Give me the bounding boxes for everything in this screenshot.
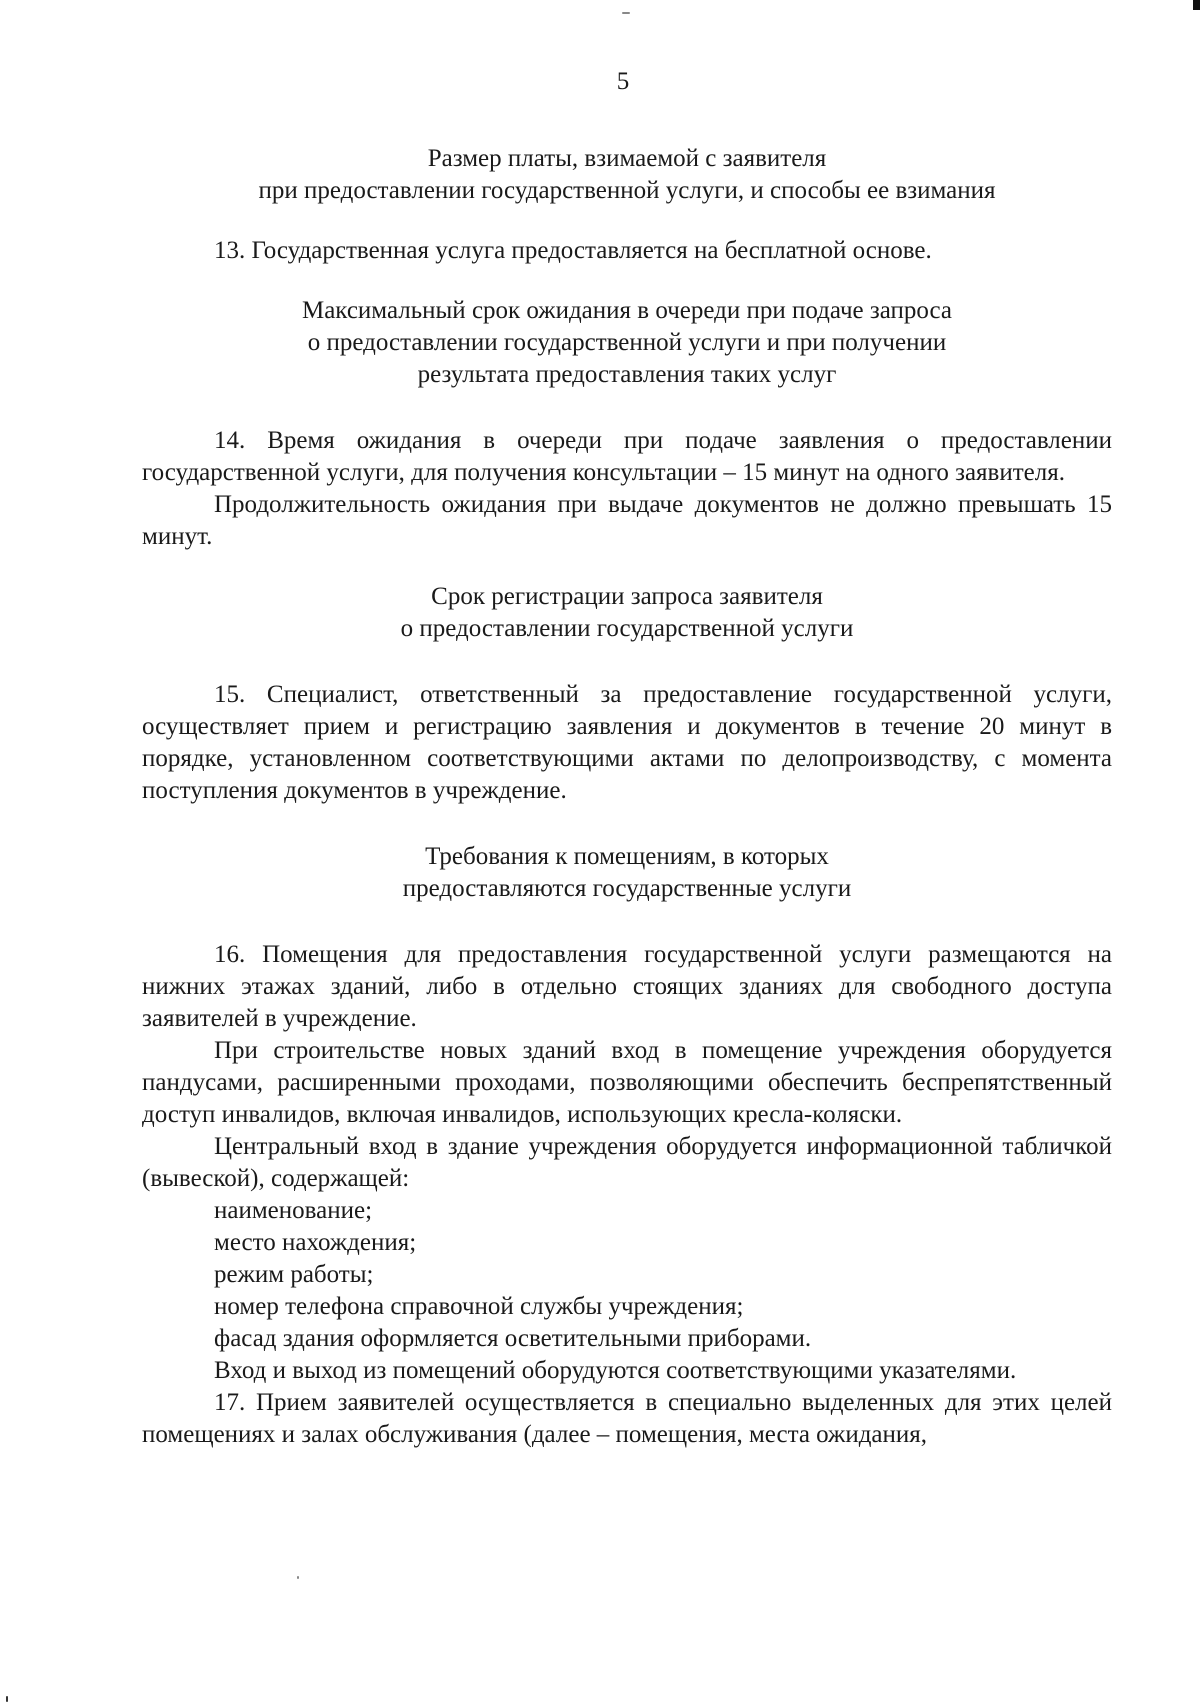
paragraph: Вход и выход из помещений оборудуются соответствующими указателями. bbox=[214, 1357, 1017, 1384]
scan-dot bbox=[6, 1696, 8, 1702]
paragraph: 17. Прием заявителей осуществляется в специально выделенных для этих целей помещениях и залах обслуживания (далее – помещения, места ожидания, bbox=[142, 1389, 1112, 1448]
list-item: режим работы; bbox=[214, 1261, 374, 1288]
heading-line: результата предоставления таких услуг bbox=[417, 361, 837, 388]
paragraph: Продолжительность ожидания при выдаче документов не должно превышать 15 минут. bbox=[142, 491, 1112, 550]
section-heading bbox=[142, 295, 1112, 391]
heading-line: при предоставлении государственной услуги, и способы ее взимания bbox=[258, 177, 996, 204]
list-item: наименование; bbox=[214, 1197, 373, 1224]
paragraph: 15. Специалист, ответственный за предоставление государственной услуги, осуществляет прием и регистрацию заявления и документов в течение 20 минут в порядке, установленном соответствующими актами по делопроизводству, с момента поступления документов в учреждение. bbox=[142, 681, 1112, 804]
paragraph: При строительстве новых зданий вход в помещение учреждения оборудуется пандусами, расширенными проходами, позволяющими обеспечить беспрепятственный доступ инвалидов, включая инвалидов, использующих кресла-коляски. bbox=[142, 1037, 1112, 1128]
paragraph: 16. Помещения для предоставления государственной услуги размещаются на нижних этажах зданий, либо в отдельно стоящих зданиях для свободного доступа заявителей в учреждение. bbox=[142, 941, 1112, 1032]
paragraph: Центральный вход в здание учреждения оборудуется информационной табличкой (вывеской), содержащей: bbox=[142, 1133, 1112, 1192]
section-heading bbox=[142, 581, 1112, 645]
document-body bbox=[142, 143, 1112, 1451]
heading-line: о предоставлении государственной услуги bbox=[400, 615, 854, 642]
section-heading bbox=[142, 143, 1112, 207]
paragraph: 13. Государственная услуга предоставляется на бесплатной основе. bbox=[214, 237, 932, 264]
paragraph: 14. Время ожидания в очереди при подаче заявления о предоставлении государственной услуги, для получения консультации – 15 минут на одного заявителя. bbox=[142, 427, 1112, 486]
page-number: 5 bbox=[616, 68, 630, 95]
heading-line: Требования к помещениям, в которых bbox=[425, 843, 829, 870]
list-item: место нахождения; bbox=[214, 1229, 417, 1256]
list-item: фасад здания оформляется осветительными приборами. bbox=[214, 1325, 812, 1352]
scan-dot bbox=[622, 12, 630, 14]
heading-line: о предоставлении государственной услуги и при получении bbox=[307, 329, 947, 356]
list-item: номер телефона справочной службы учреждения; bbox=[214, 1293, 744, 1320]
heading-line: Максимальный срок ожидания в очереди при подаче запроса bbox=[301, 297, 953, 324]
heading-line: Размер платы, взимаемой с заявителя bbox=[427, 145, 827, 172]
heading-line: Срок регистрации запроса заявителя bbox=[431, 583, 823, 610]
scan-dot bbox=[297, 1576, 299, 1579]
scan-mark bbox=[1193, 0, 1200, 10]
heading-line: предоставляются государственные услуги bbox=[402, 875, 852, 902]
section-heading bbox=[142, 841, 1112, 905]
